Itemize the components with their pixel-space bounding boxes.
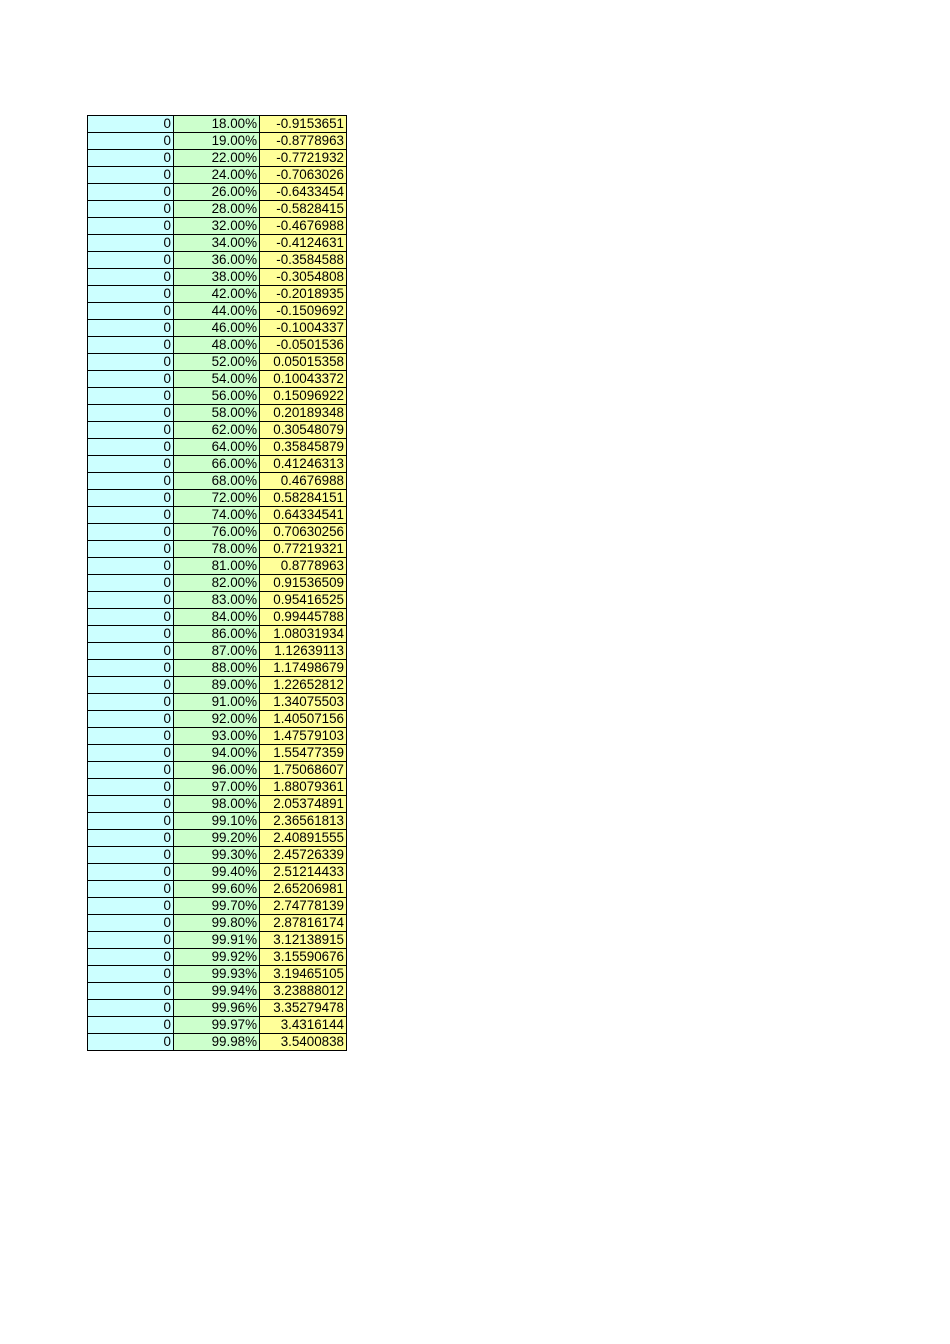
table-row — [88, 915, 347, 932]
cell-col-c[interactable]: 3.12138915 — [260, 932, 347, 949]
cell-col-c[interactable]: 1.22652812 — [260, 677, 347, 694]
cell-col-c[interactable]: 2.36561813 — [260, 813, 347, 830]
table-row — [88, 830, 347, 847]
cell-col-c[interactable]: 3.4316144 — [260, 1017, 347, 1034]
cell-col-a[interactable]: 0 — [88, 490, 174, 507]
cell-col-a[interactable]: 0 — [88, 235, 174, 252]
cell-col-c[interactable]: -0.2018935 — [260, 286, 347, 303]
cell-col-a[interactable]: 0 — [88, 898, 174, 915]
cell-col-a[interactable]: 0 — [88, 609, 174, 626]
cell-col-a[interactable]: 0 — [88, 1017, 174, 1034]
cell-col-c[interactable]: -0.3054808 — [260, 269, 347, 286]
cell-col-c[interactable]: 0.64334541 — [260, 507, 347, 524]
table-row — [88, 541, 347, 558]
cell-col-a[interactable]: 0 — [88, 303, 174, 320]
cell-col-a[interactable]: 0 — [88, 456, 174, 473]
cell-col-c[interactable]: 0.05015358 — [260, 354, 347, 371]
cell-col-b[interactable]: 99.10% — [174, 813, 260, 830]
cell-col-b[interactable]: 97.00% — [174, 779, 260, 796]
cell-col-a[interactable]: 0 — [88, 269, 174, 286]
cell-col-a[interactable]: 0 — [88, 694, 174, 711]
cell-col-c[interactable]: 1.17498679 — [260, 660, 347, 677]
table-row — [88, 439, 347, 456]
table-row — [88, 167, 347, 184]
cell-col-b[interactable]: 99.60% — [174, 881, 260, 898]
cell-col-b[interactable]: 28.00% — [174, 201, 260, 218]
cell-col-c[interactable]: 3.35279478 — [260, 1000, 347, 1017]
cell-col-a[interactable]: 0 — [88, 779, 174, 796]
cell-col-c[interactable]: 1.08031934 — [260, 626, 347, 643]
cell-col-b[interactable]: 22.00% — [174, 150, 260, 167]
cell-col-b[interactable]: 87.00% — [174, 643, 260, 660]
cell-col-c[interactable]: 2.87816174 — [260, 915, 347, 932]
cell-col-b[interactable]: 98.00% — [174, 796, 260, 813]
cell-col-a[interactable]: 0 — [88, 796, 174, 813]
cell-col-c[interactable]: 0.20189348 — [260, 405, 347, 422]
table-row — [88, 286, 347, 303]
cell-col-b[interactable]: 42.00% — [174, 286, 260, 303]
cell-col-a[interactable]: 0 — [88, 184, 174, 201]
table-row — [88, 728, 347, 745]
cell-col-b[interactable]: 64.00% — [174, 439, 260, 456]
cell-col-c[interactable]: 0.58284151 — [260, 490, 347, 507]
cell-col-a[interactable]: 0 — [88, 524, 174, 541]
cell-col-c[interactable]: 3.5400838 — [260, 1034, 347, 1051]
table-row — [88, 881, 347, 898]
table-row — [88, 150, 347, 167]
cell-col-c[interactable]: 0.99445788 — [260, 609, 347, 626]
cell-col-a[interactable]: 0 — [88, 847, 174, 864]
table-row — [88, 507, 347, 524]
cell-col-c[interactable]: 2.51214433 — [260, 864, 347, 881]
table-row — [88, 983, 347, 1000]
table-row — [88, 524, 347, 541]
cell-col-b[interactable]: 72.00% — [174, 490, 260, 507]
cell-col-c[interactable]: 0.35845879 — [260, 439, 347, 456]
cell-col-c[interactable]: 0.41246313 — [260, 456, 347, 473]
cell-col-a[interactable]: 0 — [88, 881, 174, 898]
table-row — [88, 711, 347, 728]
cell-col-b[interactable]: 18.00% — [174, 116, 260, 133]
cell-col-b[interactable]: 68.00% — [174, 473, 260, 490]
table-row — [88, 677, 347, 694]
table-row — [88, 864, 347, 881]
table-row — [88, 388, 347, 405]
cell-col-a[interactable]: 0 — [88, 150, 174, 167]
cell-col-a[interactable]: 0 — [88, 116, 174, 133]
cell-col-a[interactable]: 0 — [88, 473, 174, 490]
cell-col-b[interactable]: 99.98% — [174, 1034, 260, 1051]
cell-col-b[interactable]: 19.00% — [174, 133, 260, 150]
cell-col-c[interactable]: 2.40891555 — [260, 830, 347, 847]
cell-col-b[interactable]: 99.97% — [174, 1017, 260, 1034]
cell-col-a[interactable]: 0 — [88, 541, 174, 558]
cell-col-c[interactable]: -0.7721932 — [260, 150, 347, 167]
table-row — [88, 966, 347, 983]
table-row — [88, 473, 347, 490]
cell-col-a[interactable]: 0 — [88, 1000, 174, 1017]
table-row — [88, 1000, 347, 1017]
cell-col-c[interactable]: -0.5828415 — [260, 201, 347, 218]
table-row — [88, 201, 347, 218]
cell-col-c[interactable]: 2.05374891 — [260, 796, 347, 813]
cell-col-a[interactable]: 0 — [88, 677, 174, 694]
cell-col-c[interactable]: -0.4124631 — [260, 235, 347, 252]
table-row — [88, 796, 347, 813]
cell-col-c[interactable]: 1.55477359 — [260, 745, 347, 762]
cell-col-c[interactable]: -0.8778963 — [260, 133, 347, 150]
table-row — [88, 1034, 347, 1051]
cell-col-b[interactable]: 84.00% — [174, 609, 260, 626]
cell-col-a[interactable]: 0 — [88, 218, 174, 235]
table-row — [88, 252, 347, 269]
table-row — [88, 626, 347, 643]
cell-col-b[interactable]: 99.40% — [174, 864, 260, 881]
table-row — [88, 660, 347, 677]
spreadsheet-table — [87, 115, 347, 1051]
cell-col-c[interactable]: 0.8778963 — [260, 558, 347, 575]
table-row — [88, 745, 347, 762]
cell-col-c[interactable]: 1.12639113 — [260, 643, 347, 660]
cell-col-b[interactable]: 58.00% — [174, 405, 260, 422]
cell-col-b[interactable]: 26.00% — [174, 184, 260, 201]
cell-col-b[interactable]: 99.93% — [174, 966, 260, 983]
cell-col-a[interactable]: 0 — [88, 626, 174, 643]
cell-col-b[interactable]: 99.70% — [174, 898, 260, 915]
cell-col-a[interactable]: 0 — [88, 983, 174, 1000]
cell-col-c[interactable]: -0.0501536 — [260, 337, 347, 354]
table-row — [88, 932, 347, 949]
cell-col-c[interactable]: 2.45726339 — [260, 847, 347, 864]
cell-col-a[interactable]: 0 — [88, 388, 174, 405]
table-row — [88, 949, 347, 966]
table-row — [88, 813, 347, 830]
cell-col-c[interactable]: 0.77219321 — [260, 541, 347, 558]
table-row — [88, 1017, 347, 1034]
table-row — [88, 337, 347, 354]
cell-col-a[interactable]: 0 — [88, 966, 174, 983]
cell-col-b[interactable]: 86.00% — [174, 626, 260, 643]
cell-col-a[interactable]: 0 — [88, 575, 174, 592]
cell-col-b[interactable]: 74.00% — [174, 507, 260, 524]
cell-col-a[interactable]: 0 — [88, 201, 174, 218]
table-row — [88, 694, 347, 711]
cell-col-b[interactable]: 52.00% — [174, 354, 260, 371]
cell-col-b[interactable]: 99.20% — [174, 830, 260, 847]
cell-col-c[interactable]: 0.95416525 — [260, 592, 347, 609]
cell-col-c[interactable]: 2.65206981 — [260, 881, 347, 898]
table-row — [88, 898, 347, 915]
cell-col-a[interactable]: 0 — [88, 354, 174, 371]
cell-col-a[interactable]: 0 — [88, 558, 174, 575]
cell-col-b[interactable]: 54.00% — [174, 371, 260, 388]
cell-col-b[interactable]: 89.00% — [174, 677, 260, 694]
table-row — [88, 218, 347, 235]
table-row — [88, 779, 347, 796]
cell-col-a[interactable]: 0 — [88, 745, 174, 762]
cell-col-b[interactable]: 81.00% — [174, 558, 260, 575]
table-row — [88, 490, 347, 507]
cell-col-c[interactable]: 1.34075503 — [260, 694, 347, 711]
cell-col-c[interactable]: -0.9153651 — [260, 116, 347, 133]
table-row — [88, 133, 347, 150]
cell-col-c[interactable]: -0.1509692 — [260, 303, 347, 320]
table-row — [88, 847, 347, 864]
cell-col-c[interactable]: 0.4676988 — [260, 473, 347, 490]
table-row — [88, 609, 347, 626]
cell-col-b[interactable]: 99.30% — [174, 847, 260, 864]
cell-col-c[interactable]: -0.4676988 — [260, 218, 347, 235]
cell-col-a[interactable]: 0 — [88, 915, 174, 932]
table-row — [88, 405, 347, 422]
cell-col-a[interactable]: 0 — [88, 728, 174, 745]
cell-col-a[interactable]: 0 — [88, 762, 174, 779]
cell-col-b[interactable]: 62.00% — [174, 422, 260, 439]
cell-col-b[interactable]: 24.00% — [174, 167, 260, 184]
cell-col-b[interactable]: 46.00% — [174, 320, 260, 337]
cell-col-a[interactable]: 0 — [88, 830, 174, 847]
cell-col-a[interactable]: 0 — [88, 371, 174, 388]
cell-col-a[interactable]: 0 — [88, 932, 174, 949]
table-row — [88, 303, 347, 320]
table-row — [88, 116, 347, 133]
cell-col-b[interactable]: 96.00% — [174, 762, 260, 779]
cell-col-c[interactable]: 2.74778139 — [260, 898, 347, 915]
cell-col-b[interactable]: 99.92% — [174, 949, 260, 966]
cell-col-c[interactable]: 3.23888012 — [260, 983, 347, 1000]
cell-col-c[interactable]: 1.75068607 — [260, 762, 347, 779]
cell-col-c[interactable]: 0.15096922 — [260, 388, 347, 405]
cell-col-b[interactable]: 94.00% — [174, 745, 260, 762]
cell-col-b[interactable]: 34.00% — [174, 235, 260, 252]
cell-col-c[interactable]: 1.40507156 — [260, 711, 347, 728]
cell-col-a[interactable]: 0 — [88, 643, 174, 660]
cell-col-c[interactable]: 1.47579103 — [260, 728, 347, 745]
cell-col-a[interactable]: 0 — [88, 864, 174, 881]
table-row — [88, 354, 347, 371]
cell-col-c[interactable]: 0.91536509 — [260, 575, 347, 592]
cell-col-b[interactable]: 99.91% — [174, 932, 260, 949]
cell-col-a[interactable]: 0 — [88, 507, 174, 524]
cell-col-b[interactable]: 99.96% — [174, 1000, 260, 1017]
cell-col-b[interactable]: 93.00% — [174, 728, 260, 745]
cell-col-a[interactable]: 0 — [88, 167, 174, 184]
cell-col-c[interactable]: 0.30548079 — [260, 422, 347, 439]
cell-col-b[interactable]: 83.00% — [174, 592, 260, 609]
cell-col-c[interactable]: 0.10043372 — [260, 371, 347, 388]
cell-col-b[interactable]: 88.00% — [174, 660, 260, 677]
cell-col-a[interactable]: 0 — [88, 133, 174, 150]
table-row — [88, 592, 347, 609]
table-row — [88, 371, 347, 388]
table-row — [88, 456, 347, 473]
cell-col-b[interactable]: 99.94% — [174, 983, 260, 1000]
cell-col-a[interactable]: 0 — [88, 949, 174, 966]
table-row — [88, 762, 347, 779]
cell-col-c[interactable]: 1.88079361 — [260, 779, 347, 796]
cell-col-b[interactable]: 99.80% — [174, 915, 260, 932]
table-row — [88, 269, 347, 286]
cell-col-b[interactable]: 82.00% — [174, 575, 260, 592]
cell-col-b[interactable]: 91.00% — [174, 694, 260, 711]
table-row — [88, 184, 347, 201]
cell-col-c[interactable]: -0.6433454 — [260, 184, 347, 201]
table-row — [88, 422, 347, 439]
cell-col-a[interactable]: 0 — [88, 813, 174, 830]
cell-col-b[interactable]: 36.00% — [174, 252, 260, 269]
table-row — [88, 320, 347, 337]
cell-col-a[interactable]: 0 — [88, 286, 174, 303]
cell-col-b[interactable]: 44.00% — [174, 303, 260, 320]
cell-col-c[interactable]: -0.7063026 — [260, 167, 347, 184]
cell-col-c[interactable]: -0.1004337 — [260, 320, 347, 337]
cell-col-a[interactable]: 0 — [88, 252, 174, 269]
spreadsheet-body — [88, 116, 347, 1051]
cell-col-a[interactable]: 0 — [88, 422, 174, 439]
cell-col-b[interactable]: 32.00% — [174, 218, 260, 235]
cell-col-b[interactable]: 78.00% — [174, 541, 260, 558]
cell-col-a[interactable]: 0 — [88, 711, 174, 728]
cell-col-b[interactable]: 92.00% — [174, 711, 260, 728]
cell-col-a[interactable]: 0 — [88, 320, 174, 337]
cell-col-b[interactable]: 56.00% — [174, 388, 260, 405]
cell-col-a[interactable]: 0 — [88, 337, 174, 354]
cell-col-a[interactable]: 0 — [88, 405, 174, 422]
cell-col-b[interactable]: 66.00% — [174, 456, 260, 473]
cell-col-b[interactable]: 76.00% — [174, 524, 260, 541]
table-row — [88, 575, 347, 592]
cell-col-b[interactable]: 48.00% — [174, 337, 260, 354]
cell-col-a[interactable]: 0 — [88, 592, 174, 609]
cell-col-b[interactable]: 38.00% — [174, 269, 260, 286]
cell-col-c[interactable]: 3.19465105 — [260, 966, 347, 983]
cell-col-c[interactable]: 3.15590676 — [260, 949, 347, 966]
cell-col-a[interactable]: 0 — [88, 660, 174, 677]
table-row — [88, 643, 347, 660]
cell-col-a[interactable]: 0 — [88, 1034, 174, 1051]
table-row — [88, 558, 347, 575]
table-row — [88, 235, 347, 252]
cell-col-c[interactable]: 0.70630256 — [260, 524, 347, 541]
cell-col-c[interactable]: -0.3584588 — [260, 252, 347, 269]
cell-col-a[interactable]: 0 — [88, 439, 174, 456]
